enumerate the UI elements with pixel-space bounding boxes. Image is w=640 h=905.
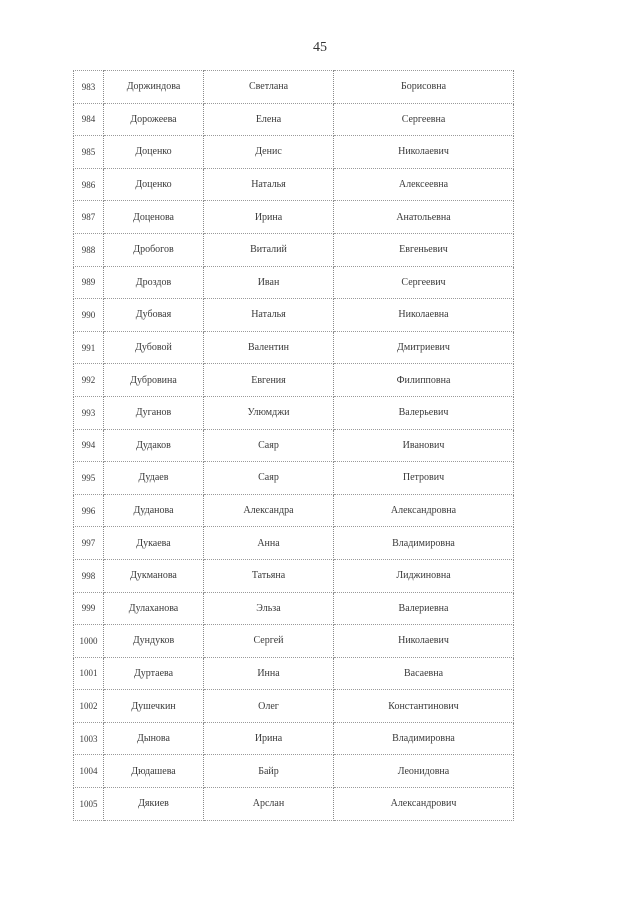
first-name-cell: Денис	[204, 136, 334, 169]
surname-cell: Доржиндова	[104, 71, 204, 104]
row-number-cell: 991	[74, 331, 104, 364]
surname-cell: Дроздов	[104, 266, 204, 299]
patronymic-cell: Александрович	[334, 788, 514, 821]
surname-cell: Доценова	[104, 201, 204, 234]
row-number-cell: 990	[74, 299, 104, 332]
row-number-cell: 989	[74, 266, 104, 299]
patronymic-cell: Борисовна	[334, 71, 514, 104]
surname-cell: Дудаков	[104, 429, 204, 462]
first-name-cell: Инна	[204, 657, 334, 690]
first-name-cell: Байр	[204, 755, 334, 788]
first-name-cell: Ирина	[204, 722, 334, 755]
row-number-cell: 1003	[74, 722, 104, 755]
patronymic-cell: Николаевич	[334, 136, 514, 169]
table-row	[74, 201, 514, 234]
first-name-cell: Олег	[204, 690, 334, 723]
row-number-cell: 994	[74, 429, 104, 462]
first-name-cell: Наталья	[204, 168, 334, 201]
surname-cell: Дубровина	[104, 364, 204, 397]
row-number-cell: 1000	[74, 625, 104, 658]
first-name-cell: Наталья	[204, 299, 334, 332]
surname-cell: Доценко	[104, 168, 204, 201]
first-name-cell: Саяр	[204, 462, 334, 495]
table-row	[74, 364, 514, 397]
first-name-cell: Анна	[204, 527, 334, 560]
first-name-cell: Светлана	[204, 71, 334, 104]
table-row	[74, 299, 514, 332]
row-number-cell: 995	[74, 462, 104, 495]
first-name-cell: Ирина	[204, 201, 334, 234]
patronymic-cell: Константинович	[334, 690, 514, 723]
first-name-cell: Татьяна	[204, 559, 334, 592]
patronymic-cell: Дмитриевич	[334, 331, 514, 364]
table-row	[74, 788, 514, 821]
surname-cell: Дуртаева	[104, 657, 204, 690]
surname-cell: Дюдашева	[104, 755, 204, 788]
first-name-cell: Эльза	[204, 592, 334, 625]
surname-cell: Дубовая	[104, 299, 204, 332]
table-row	[74, 331, 514, 364]
row-number-cell: 997	[74, 527, 104, 560]
patronymic-cell: Филипповна	[334, 364, 514, 397]
patronymic-cell: Сергеевна	[334, 103, 514, 136]
table-row	[74, 527, 514, 560]
surname-cell: Дудаев	[104, 462, 204, 495]
patronymic-cell: Валерьевич	[334, 396, 514, 429]
patronymic-cell: Сергеевич	[334, 266, 514, 299]
patronymic-cell: Николаевна	[334, 299, 514, 332]
table-row	[74, 71, 514, 104]
patronymic-cell: Петрович	[334, 462, 514, 495]
table-row	[74, 233, 514, 266]
table-row	[74, 462, 514, 495]
patronymic-cell: Иванович	[334, 429, 514, 462]
row-number-cell: 988	[74, 233, 104, 266]
patronymic-cell: Евгеньевич	[334, 233, 514, 266]
first-name-cell: Валентин	[204, 331, 334, 364]
surname-cell: Дробогов	[104, 233, 204, 266]
row-number-cell: 993	[74, 396, 104, 429]
row-number-cell: 986	[74, 168, 104, 201]
surname-cell: Дундуков	[104, 625, 204, 658]
first-name-cell: Улюмджи	[204, 396, 334, 429]
row-number-cell: 1001	[74, 657, 104, 690]
row-number-cell: 984	[74, 103, 104, 136]
row-number-cell: 992	[74, 364, 104, 397]
surname-cell: Душечкин	[104, 690, 204, 723]
row-number-cell: 985	[74, 136, 104, 169]
table-row	[74, 168, 514, 201]
table-row	[74, 136, 514, 169]
surname-cell: Дуданова	[104, 494, 204, 527]
row-number-cell: 999	[74, 592, 104, 625]
table-row	[74, 429, 514, 462]
table-row	[74, 559, 514, 592]
row-number-cell: 983	[74, 71, 104, 104]
first-name-cell: Евгения	[204, 364, 334, 397]
patronymic-cell: Анатольевна	[334, 201, 514, 234]
surname-cell: Дулаханова	[104, 592, 204, 625]
surname-cell: Дякиев	[104, 788, 204, 821]
row-number-cell: 1004	[74, 755, 104, 788]
patronymic-cell: Леонидовна	[334, 755, 514, 788]
table-row	[74, 396, 514, 429]
patronymic-cell: Николаевич	[334, 625, 514, 658]
roster-body	[74, 71, 514, 821]
patronymic-cell: Владимировна	[334, 527, 514, 560]
surname-cell: Дорожеева	[104, 103, 204, 136]
row-number-cell: 996	[74, 494, 104, 527]
first-name-cell: Иван	[204, 266, 334, 299]
table-row	[74, 690, 514, 723]
patronymic-cell: Александровна	[334, 494, 514, 527]
row-number-cell: 1005	[74, 788, 104, 821]
table-row	[74, 722, 514, 755]
table-row	[74, 592, 514, 625]
surname-cell: Дуганов	[104, 396, 204, 429]
surname-cell: Дынова	[104, 722, 204, 755]
table-row	[74, 657, 514, 690]
patronymic-cell: Валериевна	[334, 592, 514, 625]
roster-table	[73, 70, 514, 821]
row-number-cell: 1002	[74, 690, 104, 723]
patronymic-cell: Васаевна	[334, 657, 514, 690]
first-name-cell: Саяр	[204, 429, 334, 462]
first-name-cell: Арслан	[204, 788, 334, 821]
surname-cell: Доценко	[104, 136, 204, 169]
row-number-cell: 998	[74, 559, 104, 592]
table-row	[74, 103, 514, 136]
table-row	[74, 755, 514, 788]
first-name-cell: Александра	[204, 494, 334, 527]
patronymic-cell: Лиджиновна	[334, 559, 514, 592]
surname-cell: Дубовой	[104, 331, 204, 364]
row-number-cell: 987	[74, 201, 104, 234]
first-name-cell: Елена	[204, 103, 334, 136]
table-row	[74, 494, 514, 527]
first-name-cell: Сергей	[204, 625, 334, 658]
page-number: 45	[313, 40, 327, 55]
table-row	[74, 266, 514, 299]
surname-cell: Дукманова	[104, 559, 204, 592]
first-name-cell: Виталий	[204, 233, 334, 266]
patronymic-cell: Алексеевна	[334, 168, 514, 201]
surname-cell: Дукаева	[104, 527, 204, 560]
patronymic-cell: Владимировна	[334, 722, 514, 755]
table-row	[74, 625, 514, 658]
